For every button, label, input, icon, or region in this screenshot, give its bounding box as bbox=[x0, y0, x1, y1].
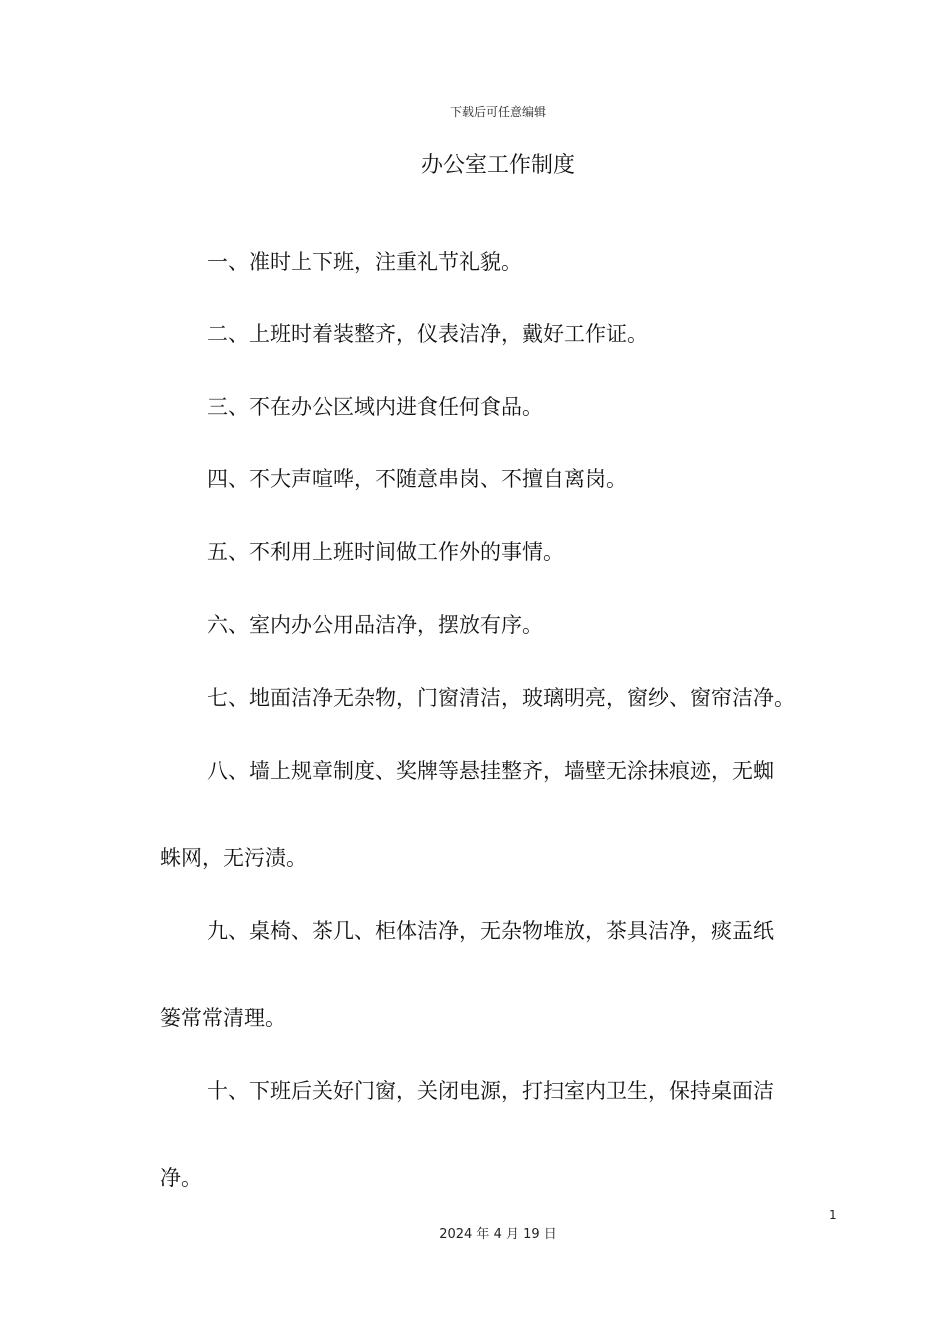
rule-line-1: 一、准时上下班，注重礼节礼貌。 bbox=[207, 250, 522, 274]
rule-line-7: 七、地面洁净无杂物，门窗清洁，玻璃明亮，窗纱、窗帘洁净。 bbox=[207, 686, 795, 710]
rule-line-4: 四、不大声喧哗，不随意串岗、不擅自离岗。 bbox=[207, 467, 627, 491]
footer-date: 2024 年 4 月 19 日 bbox=[439, 1227, 557, 1242]
page-number: 1 bbox=[829, 1208, 837, 1222]
header-note: 下载后可任意编辑 bbox=[449, 105, 546, 119]
rule-line-5: 五、不利用上班时间做工作外的事情。 bbox=[207, 540, 564, 564]
rule-line-9: 九、桌椅、茶几、柜体洁净，无杂物堆放，茶具洁净，痰盂纸 bbox=[207, 919, 774, 943]
rule-line-8-continued: 蛛网，无污渍。 bbox=[160, 846, 307, 870]
rule-line-9-continued: 篓常常清理。 bbox=[160, 1006, 286, 1030]
rule-line-3: 三、不在办公区域内进食任何食品。 bbox=[207, 395, 543, 419]
document-title: 办公室工作制度 bbox=[420, 153, 575, 178]
rule-line-6: 六、室内办公用品洁净，摆放有序。 bbox=[207, 613, 543, 637]
rule-line-10-continued: 净。 bbox=[160, 1166, 202, 1190]
rule-line-8: 八、墙上规章制度、奖牌等悬挂整齐，墙壁无涂抹痕迹，无蜘 bbox=[207, 759, 774, 783]
rule-line-10: 十、下班后关好门窗，关闭电源，打扫室内卫生，保持桌面洁 bbox=[207, 1079, 774, 1103]
rule-line-2: 二、上班时着装整齐，仪表洁净，戴好工作证。 bbox=[207, 322, 648, 346]
